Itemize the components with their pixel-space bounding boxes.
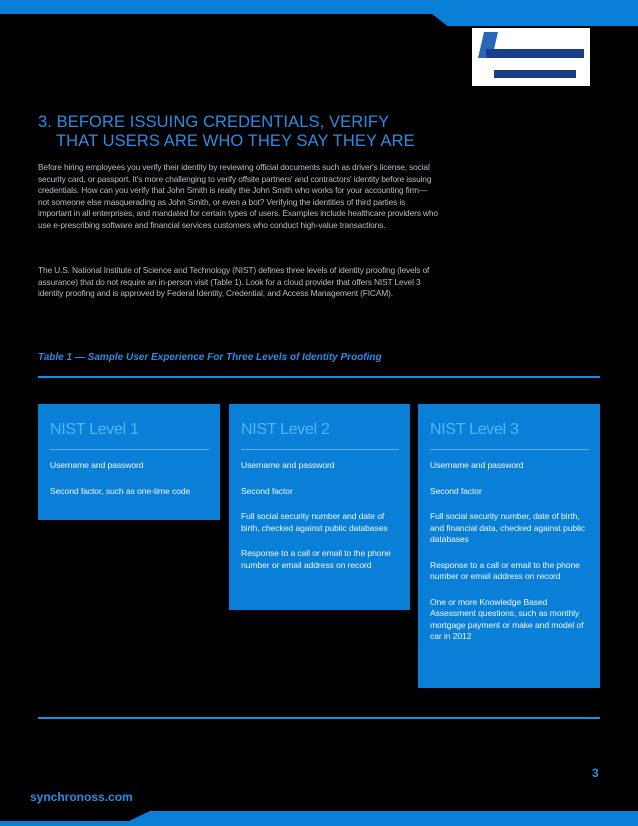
card-item: Username and password — [430, 460, 524, 470]
nist-level-3-card — [418, 404, 600, 688]
card-item: Second factor — [241, 485, 293, 496]
table-title: Table 1 — Sample User Experience For Three Levels of Identity Proofing — [38, 352, 382, 363]
section-heading-line-1: 3. BEFORE ISSUING CREDENTIALS, VERIFY — [38, 113, 390, 131]
table-top-divider — [38, 376, 600, 378]
card-item: Response to a call or email to the phone number or email address on record — [430, 559, 580, 581]
card-item: Second factor — [430, 485, 482, 496]
card-item: Second factor, such as one-time code — [50, 485, 191, 496]
nist-level-2-card — [229, 404, 410, 610]
bottom-banner-cutout — [0, 811, 150, 821]
top-banner-cutout — [0, 14, 450, 28]
company-logo — [472, 28, 590, 86]
card-item: Username and password — [50, 460, 144, 470]
body-paragraph-2: The U.S. National Institute of Science and Technology (NIST) defines three levels of identity proofing (levels of assurance) that do not require an in-person visit (Table 1). Look for a cloud provider that offers NIST Level 3 identity proofing and is approved by Federal Identity, Credential, and Access Management (FICAM). — [38, 265, 430, 299]
section-heading — [38, 113, 415, 151]
section-heading-line-2: THAT USERS ARE WHO THEY SAY THEY ARE — [56, 132, 415, 150]
card-title: NIST Level 3 — [430, 420, 589, 450]
page-number: 3 — [592, 766, 599, 780]
card-item: Full social security number, date of birth, and financial data, checked against public databases — [430, 511, 585, 544]
card-item: Response to a call or email to the phone number or email address on record — [241, 548, 391, 570]
card-title: NIST Level 1 — [50, 420, 209, 450]
footer-website-link[interactable]: synchronoss.com — [30, 790, 133, 804]
card-item: Username and password — [241, 460, 335, 470]
nist-level-1-card — [38, 404, 220, 520]
card-item: Full social security number and date of birth, checked against public databases — [241, 511, 388, 533]
logo-tagline — [494, 70, 576, 78]
table-bottom-divider — [38, 717, 600, 719]
logo-wordmark — [486, 49, 584, 58]
card-title: NIST Level 2 — [241, 420, 399, 450]
card-item: One or more Knowledge Based Assessment questions, such as monthly mortgage payment or make and model of car in 2012 — [430, 596, 584, 641]
body-paragraph-1: Before hiring employees you verify their identity by reviewing official documents such as driver's license, social security card, or passport. It's more challenging to verify offsite partners' and contractors' identity before issuing credentials. How can you verify that John Smith is really the John Smith who works for your accounting firm—not someone else masquerading as John Smith, or even a bot? Verifying the identities of third parties is important in all enterprises, and mandated for certain types of users. Examples include healthcare providers who use e-prescribing software and financial services customers who conduct high-value transactions. — [38, 162, 438, 230]
